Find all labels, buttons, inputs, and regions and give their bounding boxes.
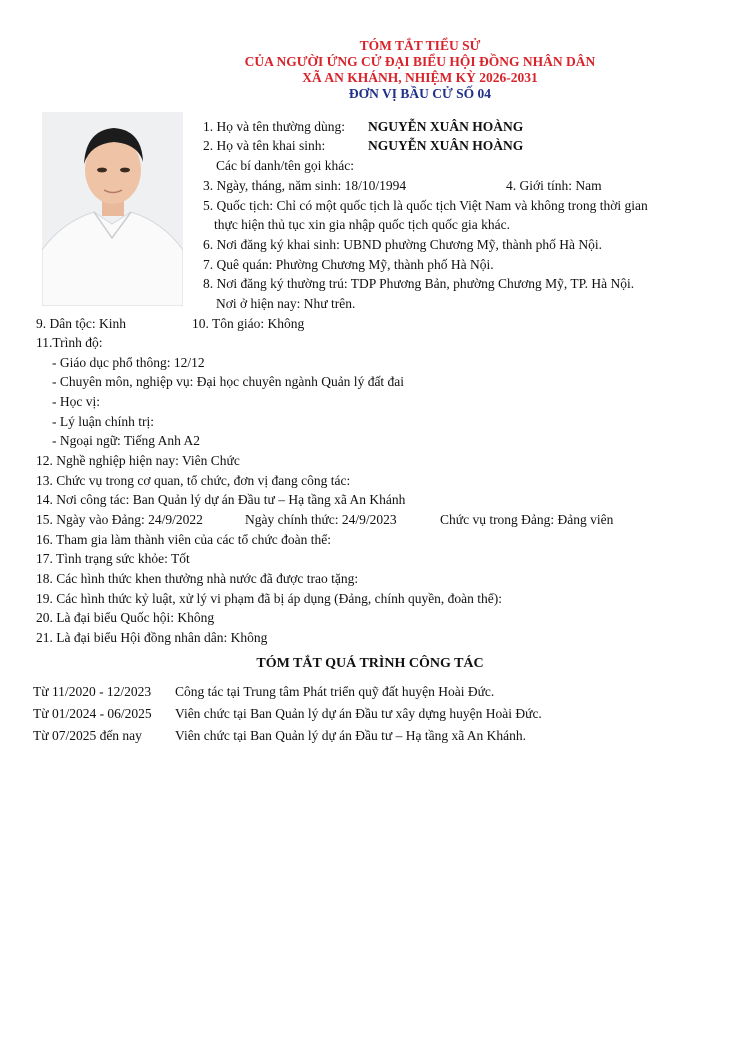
field-awards: 18. Các hình thức khen thưởng nhà nước đã được trao tặng: [36,571,359,586]
field-party-official-date: Ngày chính thức: 24/9/2023 [245,512,397,527]
field-religion: 10. Tôn giáo: Không [192,316,305,331]
field-nationality: 5. Quốc tịch: Chỉ có một quốc tịch là quốc tịch Việt Nam và không trong thời gian [203,198,648,213]
candidate-photo [42,112,183,306]
work-history-title: TÓM TẮT QUÁ TRÌNH CÔNG TÁC [256,656,484,671]
field-occupation: 12. Nghề nghiệp hiện nay: Viên Chức [36,453,240,468]
field-common-name-value: NGUYỄN XUÂN HOÀNG [368,119,524,134]
work-period: Từ 07/2025 đến nay [33,728,142,743]
document-header [180,38,660,102]
field-position: 13. Chức vụ trong cơ quan, tổ chức, đơn vị đang công tác: [36,473,351,488]
field-birth-name-label: 2. Họ và tên khai sinh: [203,138,326,153]
field-organizations: 16. Tham gia làm thành viên của các tổ chức đoàn thể: [36,532,331,547]
field-education: 11.Trình độ: [36,335,103,350]
field-hometown: 7. Quê quán: Phường Chương Mỹ, thành phố Hà Nội. [203,257,494,272]
field-foreign-language: - Ngoại ngữ: Tiếng Anh A2 [52,433,200,448]
field-party-join-date: 15. Ngày vào Đảng: 24/9/2022 [36,512,203,527]
header-subtitle: CỦA NGƯỜI ỨNG CỬ ĐẠI BIỂU HỘI ĐỒNG NHÂN DÂN [244,54,596,69]
field-political-theory: - Lý luận chính trị: [52,414,154,429]
field-general-education: - Giáo dục phổ thông: 12/12 [52,355,205,370]
field-professional-qualification: - Chuyên môn, nghiệp vụ: Đại học chuyên ngành Quản lý đất đai [52,374,405,389]
field-nationality-cont: thực hiện thủ tục xin gia nhập quốc tịch quốc gia khác. [214,217,510,232]
header-commune-term: XÃ AN KHÁNH, NHIỆM KỲ 2026-2031 [302,70,538,85]
field-workplace: 14. Nơi công tác: Ban Quản lý dự án Đầu tư – Hạ tầng xã An Khánh [36,492,406,507]
work-period: Từ 11/2020 - 12/2023 [33,684,152,699]
field-aliases: Các bí danh/tên gọi khác: [216,158,354,173]
field-academic-degree: - Học vị: [52,394,100,409]
header-electoral-unit: ĐƠN VỊ BẦU CỬ SỐ 04 [348,86,492,101]
field-national-assembly-delegate: 20. Là đại biểu Quốc hội: Không [36,610,215,625]
field-health: 17. Tình trạng sức khỏe: Tốt [36,551,190,566]
work-period: Từ 01/2024 - 06/2025 [33,706,152,721]
field-common-name-label: 1. Họ và tên thường dùng: [203,119,345,134]
field-gender: 4. Giới tính: Nam [506,178,602,193]
work-description: Viên chức tại Ban Quản lý dự án Đầu tư – Hạ tầng xã An Khánh. [175,728,527,743]
header-title: TÓM TẮT TIỂU SỬ [359,38,481,53]
field-permanent-residence: 8. Nơi đăng ký thường trú: TDP Phương Bản, phường Chương Mỹ, TP. Hà Nội. [203,276,635,291]
work-description: Công tác tại Trung tâm Phát triển quỹ đất huyện Hoài Đức. [175,684,495,699]
field-discipline: 19. Các hình thức kỷ luật, xử lý vi phạm đã bị áp dụng (Đảng, chính quyền, đoàn thể): [36,591,503,606]
field-party-position: Chức vụ trong Đảng: Đảng viên [440,512,614,527]
field-date-of-birth: 3. Ngày, tháng, năm sinh: 18/10/1994 [203,178,407,193]
field-birth-name-value: NGUYỄN XUÂN HOÀNG [368,138,524,153]
field-birth-registration: 6. Nơi đăng ký khai sinh: UBND phường Chương Mỹ, thành phố Hà Nội. [203,237,603,252]
field-ethnicity: 9. Dân tộc: Kinh [36,316,126,331]
field-peoples-council-delegate: 21. Là đại biểu Hội đồng nhân dân: Không [36,630,268,645]
field-current-residence: Nơi ở hiện nay: Như trên. [216,296,356,311]
work-description: Viên chức tại Ban Quản lý dự án Đầu tư xây dựng huyện Hoài Đức. [175,706,542,721]
